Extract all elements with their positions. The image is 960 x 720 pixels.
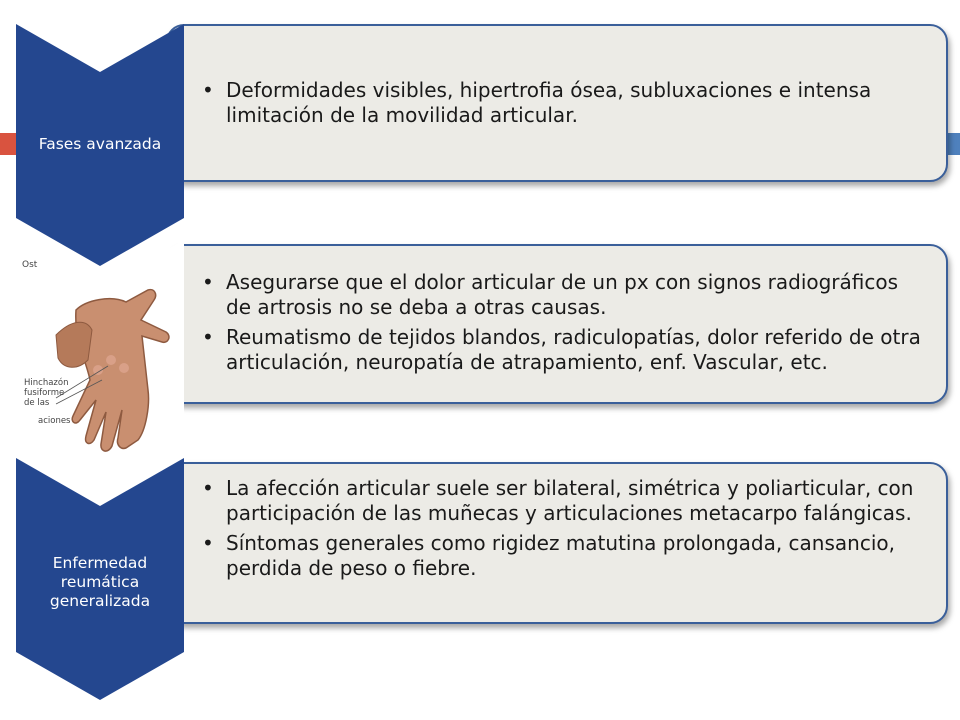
chevron-systemic-disease [16, 458, 186, 700]
image-label-swelling: Hinchazón fusiforme de las [24, 378, 69, 408]
panel-differential [166, 244, 948, 404]
chevron-advanced-phases [16, 24, 186, 266]
accent-left [0, 133, 16, 155]
bullet-item: • Deformidades visibles, hipertrofia ósea, subluxaciones e intensa limitación de la movilidad articular. [226, 78, 946, 128]
hand-image [16, 240, 186, 485]
chevron-label: Enfermedad reumática generalizada [49, 554, 151, 610]
bullet-item: • Reumatismo de tejidos blandos, radiculopatías, dolor referido de otra articulación, neuropatía de atrapamiento, enf. Vascular, etc. [226, 325, 946, 375]
image-label-top: Ost [22, 260, 38, 270]
bullet-item: • Asegurarse que el dolor articular de un px con signos radiográficos de artrosis no se deba a otras causas. [226, 270, 946, 320]
panel-advanced-phases [166, 24, 948, 182]
panel-systemic-disease [166, 462, 948, 624]
bullet-item: • La afección articular suele ser bilateral, simétrica y poliarticular, con participación de las muñecas y articulaciones metacarpo falángicas. [226, 476, 946, 526]
bullet-item: • Síntomas generales como rigidez matutina prolongada, cansancio, perdida de peso o fiebre. [226, 531, 946, 581]
chevron-label: Fases avanzada [38, 135, 162, 153]
image-label-bottom: aciones [38, 416, 71, 426]
